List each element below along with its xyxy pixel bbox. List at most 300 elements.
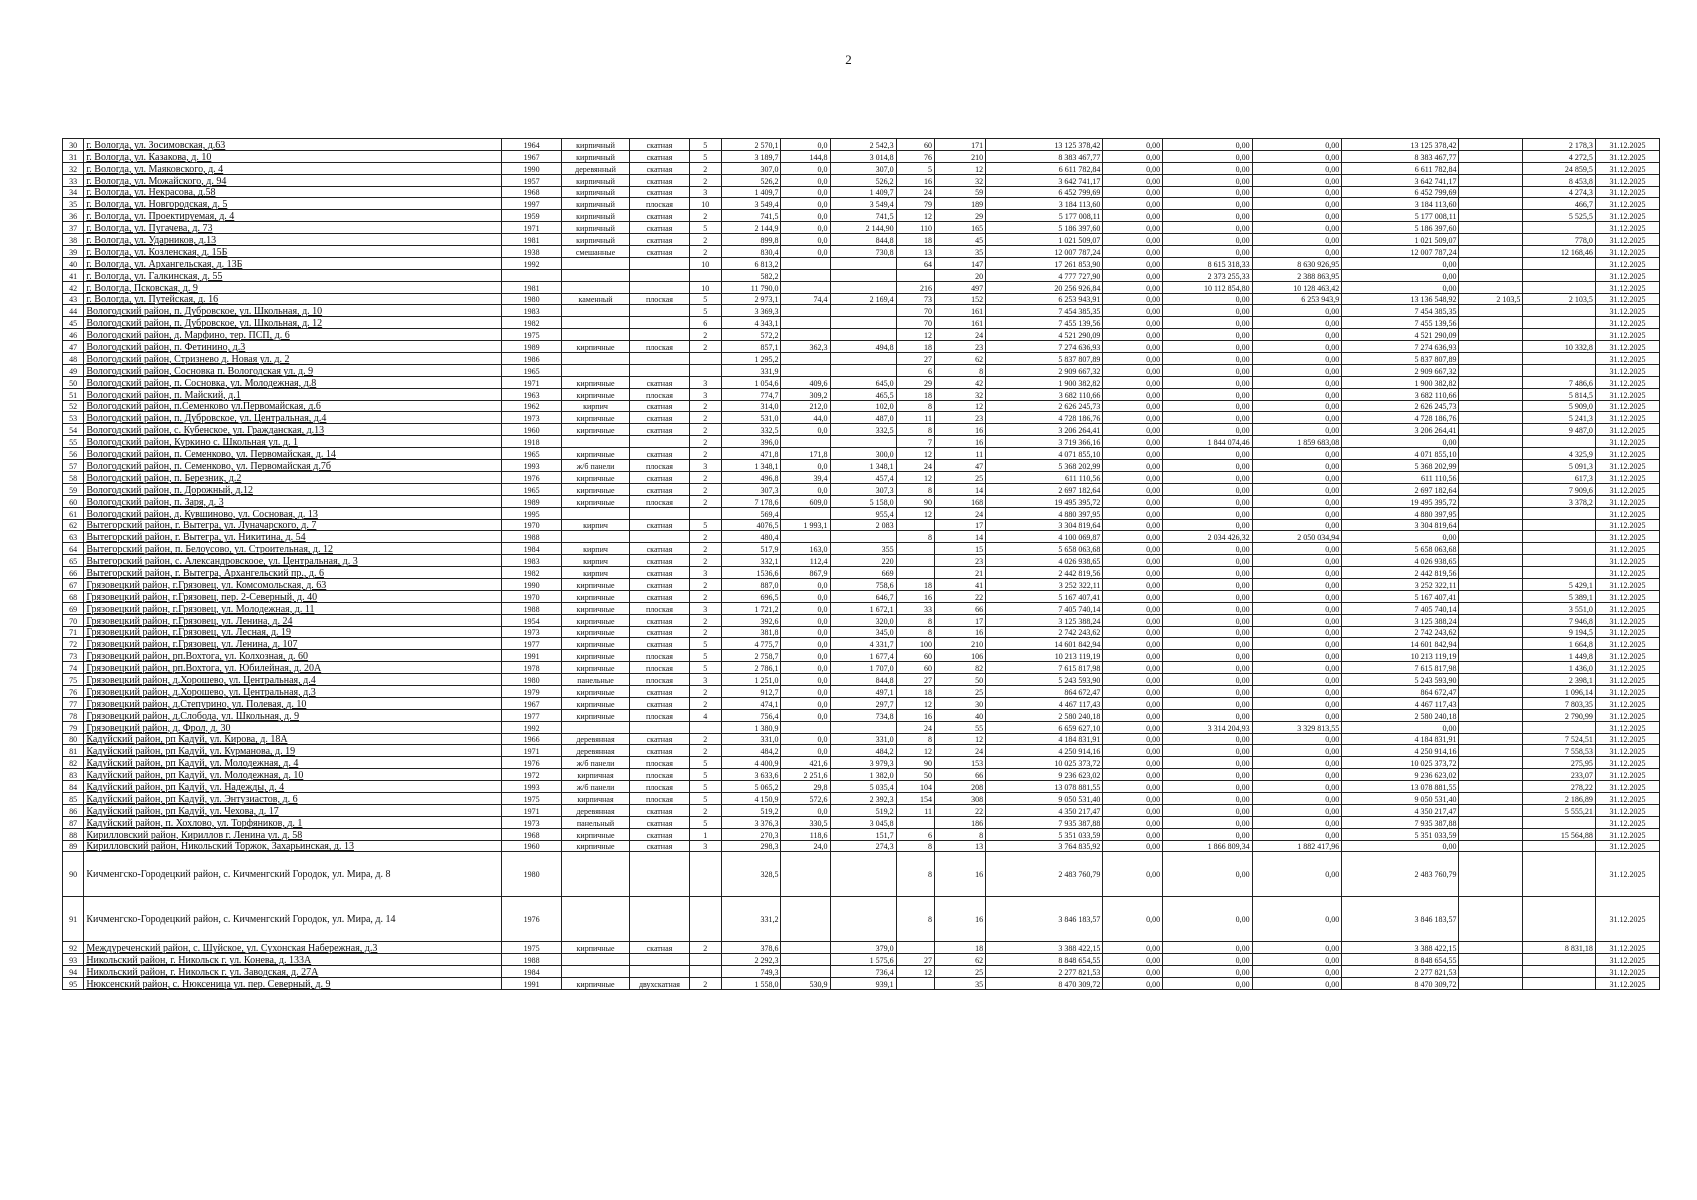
subsidy-regional: 0,00 bbox=[1252, 804, 1342, 816]
total-area: 3 549,4 bbox=[721, 198, 781, 210]
fund-fee: 0,00 bbox=[1103, 590, 1163, 602]
total-area: 331,0 bbox=[721, 733, 781, 745]
non-residential-area: 0,0 bbox=[781, 733, 830, 745]
total-area: 1 295,2 bbox=[721, 353, 781, 365]
floors: 10 bbox=[689, 198, 721, 210]
cost-per-sqm bbox=[1459, 828, 1523, 840]
owner-funds: 2 483 760,79 bbox=[1342, 852, 1459, 897]
fund-fee: 0,00 bbox=[1103, 543, 1163, 555]
residential-area bbox=[830, 305, 896, 317]
residents: 62 bbox=[934, 954, 985, 966]
wall-material: кирпичные bbox=[561, 942, 629, 954]
total-area: 298,3 bbox=[721, 840, 781, 852]
fund-fee: 0,00 bbox=[1103, 471, 1163, 483]
residents: 25 bbox=[934, 685, 985, 697]
cost-per-sqm-limit bbox=[1523, 852, 1595, 897]
deadline: 31.12.2025 bbox=[1595, 721, 1659, 733]
wall-material: ж/б панели bbox=[561, 757, 629, 769]
owner-funds: 13 078 881,55 bbox=[1342, 781, 1459, 793]
floors: 3 bbox=[689, 376, 721, 388]
total-area: 1 251,0 bbox=[721, 674, 781, 686]
cost-per-sqm bbox=[1459, 222, 1523, 234]
roof-type: скатная bbox=[630, 400, 690, 412]
fund-fee: 0,00 bbox=[1103, 341, 1163, 353]
residential-area: 274,3 bbox=[830, 840, 896, 852]
total-area: 4 775,7 bbox=[721, 638, 781, 650]
residential-area: 4 331,7 bbox=[830, 638, 896, 650]
fund-fee: 0,00 bbox=[1103, 650, 1163, 662]
total-cost: 4 350 217,47 bbox=[986, 804, 1103, 816]
apartments: 110 bbox=[896, 222, 934, 234]
table-row bbox=[63, 519, 1660, 531]
row-number: 93 bbox=[63, 954, 84, 966]
cost-per-sqm-limit bbox=[1523, 436, 1595, 448]
subsidy-federal: 0,00 bbox=[1163, 353, 1253, 365]
year-built: 1977 bbox=[502, 709, 562, 721]
subsidy-regional: 0,00 bbox=[1252, 757, 1342, 769]
residents: 106 bbox=[934, 650, 985, 662]
total-area: 332,5 bbox=[721, 424, 781, 436]
wall-material bbox=[561, 954, 629, 966]
non-residential-area: 39,4 bbox=[781, 471, 830, 483]
wall-material: кирпичные bbox=[561, 483, 629, 495]
roof-type bbox=[630, 281, 690, 293]
total-cost: 13 125 378,42 bbox=[986, 139, 1103, 151]
roof-type: скатная bbox=[630, 424, 690, 436]
roof-type bbox=[630, 507, 690, 519]
wall-material: кирпичные bbox=[561, 448, 629, 460]
deadline: 31.12.2025 bbox=[1595, 281, 1659, 293]
total-area: 314,0 bbox=[721, 400, 781, 412]
subsidy-federal: 3 314 204,93 bbox=[1163, 721, 1253, 733]
floors: 2 bbox=[689, 412, 721, 424]
table-row bbox=[63, 745, 1660, 757]
subsidy-regional: 0,00 bbox=[1252, 329, 1342, 341]
total-area: 332,1 bbox=[721, 555, 781, 567]
address: Вологодский район, п.Семенково ул.Первомайская, д.6 bbox=[84, 400, 502, 412]
address: Вытегорский район, г. Вытегра, Архангельский пр., д. 6 bbox=[84, 567, 502, 579]
wall-material: кирпичная bbox=[561, 792, 629, 804]
floors: 2 bbox=[689, 685, 721, 697]
table-row bbox=[63, 471, 1660, 483]
cost-per-sqm bbox=[1459, 674, 1523, 686]
row-number: 47 bbox=[63, 341, 84, 353]
residential-area: 307,0 bbox=[830, 162, 896, 174]
table-row bbox=[63, 816, 1660, 828]
address: Грязовецкий район, г.Грязовец, ул. Ленина, д. 107 bbox=[84, 638, 502, 650]
table-row bbox=[63, 150, 1660, 162]
address: Вытегорский район, г. Вытегра, ул. Никитина, д. 54 bbox=[84, 531, 502, 543]
non-residential-area: 24,0 bbox=[781, 840, 830, 852]
owner-funds: 8 470 309,72 bbox=[1342, 978, 1459, 990]
floors bbox=[689, 966, 721, 978]
year-built: 1971 bbox=[502, 376, 562, 388]
fund-fee: 0,00 bbox=[1103, 353, 1163, 365]
total-cost: 2 626 245,73 bbox=[986, 400, 1103, 412]
cost-per-sqm-limit: 10 332,8 bbox=[1523, 341, 1595, 353]
floors: 2 bbox=[689, 942, 721, 954]
cost-per-sqm bbox=[1459, 978, 1523, 990]
total-cost: 7 405 740,14 bbox=[986, 602, 1103, 614]
total-cost: 4 880 397,95 bbox=[986, 507, 1103, 519]
residents: 12 bbox=[934, 733, 985, 745]
deadline: 31.12.2025 bbox=[1595, 174, 1659, 186]
fund-fee: 0,00 bbox=[1103, 162, 1163, 174]
wall-material: деревянная bbox=[561, 745, 629, 757]
floors: 2 bbox=[689, 804, 721, 816]
fund-fee: 0,00 bbox=[1103, 424, 1163, 436]
deadline: 31.12.2025 bbox=[1595, 139, 1659, 151]
floors: 5 bbox=[689, 781, 721, 793]
year-built: 1989 bbox=[502, 341, 562, 353]
cost-per-sqm bbox=[1459, 341, 1523, 353]
apartments: 60 bbox=[896, 662, 934, 674]
table-row bbox=[63, 210, 1660, 222]
deadline: 31.12.2025 bbox=[1595, 978, 1659, 990]
owner-funds: 5 658 063,68 bbox=[1342, 543, 1459, 555]
wall-material bbox=[561, 353, 629, 365]
year-built: 1980 bbox=[502, 852, 562, 897]
non-residential-area: 112,4 bbox=[781, 555, 830, 567]
owner-funds: 3 252 322,11 bbox=[1342, 578, 1459, 590]
table-row bbox=[63, 198, 1660, 210]
row-number: 31 bbox=[63, 150, 84, 162]
total-cost: 6 611 782,84 bbox=[986, 162, 1103, 174]
cost-per-sqm bbox=[1459, 162, 1523, 174]
address: Вологодский район, п. Фетинино, д.3 bbox=[84, 341, 502, 353]
wall-material: кирпичный bbox=[561, 210, 629, 222]
total-cost: 4 026 938,65 bbox=[986, 555, 1103, 567]
fund-fee: 0,00 bbox=[1103, 942, 1163, 954]
fund-fee: 0,00 bbox=[1103, 376, 1163, 388]
non-residential-area bbox=[781, 436, 830, 448]
cost-per-sqm bbox=[1459, 495, 1523, 507]
roof-type: скатная bbox=[630, 376, 690, 388]
apartments: 11 bbox=[896, 804, 934, 816]
cost-per-sqm bbox=[1459, 709, 1523, 721]
cost-per-sqm bbox=[1459, 198, 1523, 210]
address: Вытегорский район, г. Вытегра, ул. Луначарского, д. 7 bbox=[84, 519, 502, 531]
deadline: 31.12.2025 bbox=[1595, 897, 1659, 942]
cost-per-sqm-limit: 275,95 bbox=[1523, 757, 1595, 769]
apartments: 8 bbox=[896, 531, 934, 543]
row-number: 78 bbox=[63, 709, 84, 721]
floors bbox=[689, 364, 721, 376]
total-cost: 9 050 531,40 bbox=[986, 792, 1103, 804]
deadline: 31.12.2025 bbox=[1595, 424, 1659, 436]
total-cost: 4 467 117,43 bbox=[986, 697, 1103, 709]
year-built: 1959 bbox=[502, 210, 562, 222]
total-area: 2 292,3 bbox=[721, 954, 781, 966]
year-built: 1976 bbox=[502, 897, 562, 942]
apartments: 79 bbox=[896, 198, 934, 210]
subsidy-federal: 0,00 bbox=[1163, 769, 1253, 781]
apartments: 76 bbox=[896, 150, 934, 162]
subsidy-federal: 0,00 bbox=[1163, 495, 1253, 507]
total-cost: 20 256 926,84 bbox=[986, 281, 1103, 293]
roof-type: скатная bbox=[630, 614, 690, 626]
row-number: 75 bbox=[63, 674, 84, 686]
fund-fee: 0,00 bbox=[1103, 897, 1163, 942]
address: Грязовецкий район, д. Фрол, д. 30 bbox=[84, 721, 502, 733]
total-cost: 5 243 593,90 bbox=[986, 674, 1103, 686]
residential-area: 297,7 bbox=[830, 697, 896, 709]
deadline: 31.12.2025 bbox=[1595, 507, 1659, 519]
floors: 3 bbox=[689, 186, 721, 198]
owner-funds: 4 350 217,47 bbox=[1342, 804, 1459, 816]
total-area: 2 786,1 bbox=[721, 662, 781, 674]
total-area: 471,8 bbox=[721, 448, 781, 460]
total-area: 7 178,6 bbox=[721, 495, 781, 507]
roof-type: плоская bbox=[630, 650, 690, 662]
subsidy-regional: 0,00 bbox=[1252, 543, 1342, 555]
subsidy-federal: 0,00 bbox=[1163, 198, 1253, 210]
total-cost: 9 236 623,02 bbox=[986, 769, 1103, 781]
table-row bbox=[63, 281, 1660, 293]
fund-fee: 0,00 bbox=[1103, 150, 1163, 162]
wall-material: кирпичные bbox=[561, 709, 629, 721]
residential-area bbox=[830, 281, 896, 293]
address: Грязовецкий район, д.Хорошево, ул. Центральная, д.4 bbox=[84, 674, 502, 686]
year-built: 1971 bbox=[502, 745, 562, 757]
row-number: 74 bbox=[63, 662, 84, 674]
cost-per-sqm bbox=[1459, 436, 1523, 448]
wall-material: кирпич bbox=[561, 567, 629, 579]
roof-type: скатная bbox=[630, 942, 690, 954]
owner-funds: 2 909 667,32 bbox=[1342, 364, 1459, 376]
owner-funds: 13 125 378,42 bbox=[1342, 139, 1459, 151]
row-number: 38 bbox=[63, 234, 84, 246]
floors: 3 bbox=[689, 567, 721, 579]
non-residential-area: 171,8 bbox=[781, 448, 830, 460]
wall-material: кирпичные bbox=[561, 376, 629, 388]
non-residential-area bbox=[781, 305, 830, 317]
cost-per-sqm bbox=[1459, 519, 1523, 531]
subsidy-federal: 0,00 bbox=[1163, 341, 1253, 353]
address: Вологодский район, п. Семенково, ул. Первомайская, д. 14 bbox=[84, 448, 502, 460]
non-residential-area: 867,9 bbox=[781, 567, 830, 579]
table-row bbox=[63, 246, 1660, 258]
floors: 2 bbox=[689, 614, 721, 626]
row-number: 69 bbox=[63, 602, 84, 614]
fund-fee: 0,00 bbox=[1103, 317, 1163, 329]
residential-area bbox=[830, 329, 896, 341]
owner-funds: 0,00 bbox=[1342, 436, 1459, 448]
floors: 2 bbox=[689, 448, 721, 460]
subsidy-federal: 0,00 bbox=[1163, 424, 1253, 436]
total-area: 474,1 bbox=[721, 697, 781, 709]
subsidy-federal: 0,00 bbox=[1163, 697, 1253, 709]
apartments: 73 bbox=[896, 293, 934, 305]
apartments: 8 bbox=[896, 483, 934, 495]
floors: 5 bbox=[689, 792, 721, 804]
table-row bbox=[63, 186, 1660, 198]
deadline: 31.12.2025 bbox=[1595, 210, 1659, 222]
wall-material: кирпичный bbox=[561, 234, 629, 246]
roof-type: скатная bbox=[630, 804, 690, 816]
fund-fee: 0,00 bbox=[1103, 269, 1163, 281]
wall-material bbox=[561, 305, 629, 317]
residents: 153 bbox=[934, 757, 985, 769]
total-area: 3 189,7 bbox=[721, 150, 781, 162]
roof-type: плоская bbox=[630, 709, 690, 721]
roof-type: плоская bbox=[630, 293, 690, 305]
owner-funds: 12 007 787,24 bbox=[1342, 246, 1459, 258]
deadline: 31.12.2025 bbox=[1595, 448, 1659, 460]
row-number: 92 bbox=[63, 942, 84, 954]
address: Вологодский район, п. Березник, д.2 bbox=[84, 471, 502, 483]
non-residential-area: 0,0 bbox=[781, 804, 830, 816]
floors: 5 bbox=[689, 139, 721, 151]
address: Вологодский район, п. Заря, д. 3 bbox=[84, 495, 502, 507]
table-row bbox=[63, 495, 1660, 507]
cost-per-sqm-limit bbox=[1523, 840, 1595, 852]
residents: 168 bbox=[934, 495, 985, 507]
table-row bbox=[63, 769, 1660, 781]
cost-per-sqm bbox=[1459, 697, 1523, 709]
non-residential-area: 572,6 bbox=[781, 792, 830, 804]
total-area: 1 409,7 bbox=[721, 186, 781, 198]
total-cost: 4 184 831,91 bbox=[986, 733, 1103, 745]
subsidy-regional: 0,00 bbox=[1252, 602, 1342, 614]
apartments bbox=[896, 816, 934, 828]
address: Вологодский район, Куркино с. Школьная ул. д. 1 bbox=[84, 436, 502, 448]
roof-type bbox=[630, 269, 690, 281]
residents: 497 bbox=[934, 281, 985, 293]
fund-fee: 0,00 bbox=[1103, 364, 1163, 376]
subsidy-federal: 0,00 bbox=[1163, 400, 1253, 412]
deadline: 31.12.2025 bbox=[1595, 578, 1659, 590]
fund-fee: 0,00 bbox=[1103, 567, 1163, 579]
cost-per-sqm-limit: 5 429,1 bbox=[1523, 578, 1595, 590]
subsidy-federal: 0,00 bbox=[1163, 293, 1253, 305]
address: г. Вологда, ул. Некрасова, д.58 bbox=[84, 186, 502, 198]
total-cost: 2 580 240,18 bbox=[986, 709, 1103, 721]
year-built: 1971 bbox=[502, 222, 562, 234]
owner-funds: 3 642 741,17 bbox=[1342, 174, 1459, 186]
residential-area: 2 392,3 bbox=[830, 792, 896, 804]
wall-material: кирпичный bbox=[561, 198, 629, 210]
fund-fee: 0,00 bbox=[1103, 329, 1163, 341]
table-row bbox=[63, 139, 1660, 151]
table-row bbox=[63, 412, 1660, 424]
residential-area: 379,0 bbox=[830, 942, 896, 954]
fund-fee: 0,00 bbox=[1103, 281, 1163, 293]
cost-per-sqm-limit: 8 831,18 bbox=[1523, 942, 1595, 954]
address: Кирилловский район, Никольский Торжок, Захарьинская, д. 13 bbox=[84, 840, 502, 852]
cost-per-sqm-limit bbox=[1523, 257, 1595, 269]
total-cost: 1 900 382,82 bbox=[986, 376, 1103, 388]
subsidy-regional: 0,00 bbox=[1252, 709, 1342, 721]
address: Кадуйский район, рп Кадуй, ул. Курманова, д. 19 bbox=[84, 745, 502, 757]
cost-per-sqm-limit bbox=[1523, 317, 1595, 329]
apartments bbox=[896, 978, 934, 990]
address: г. Вологда, ул. Казакова, д. 10 bbox=[84, 150, 502, 162]
owner-funds: 19 495 395,72 bbox=[1342, 495, 1459, 507]
total-cost: 10 213 119,19 bbox=[986, 650, 1103, 662]
floors: 2 bbox=[689, 483, 721, 495]
apartments: 12 bbox=[896, 966, 934, 978]
non-residential-area bbox=[781, 942, 830, 954]
owner-funds: 864 672,47 bbox=[1342, 685, 1459, 697]
subsidy-federal: 0,00 bbox=[1163, 543, 1253, 555]
address: Вологодский район, п. Дубровское, ул. Школьная, д. 10 bbox=[84, 305, 502, 317]
subsidy-regional: 0,00 bbox=[1252, 650, 1342, 662]
apartments bbox=[896, 567, 934, 579]
total-area: 1 558,0 bbox=[721, 978, 781, 990]
fund-fee: 0,00 bbox=[1103, 507, 1163, 519]
fund-fee: 0,00 bbox=[1103, 412, 1163, 424]
deadline: 31.12.2025 bbox=[1595, 412, 1659, 424]
wall-material bbox=[561, 329, 629, 341]
wall-material: кирпичный bbox=[561, 139, 629, 151]
roof-type: плоская bbox=[630, 769, 690, 781]
roof-type: плоская bbox=[630, 662, 690, 674]
deadline: 31.12.2025 bbox=[1595, 198, 1659, 210]
residential-area: 1 677,4 bbox=[830, 650, 896, 662]
non-residential-area: 0,0 bbox=[781, 578, 830, 590]
year-built: 1973 bbox=[502, 626, 562, 638]
cost-per-sqm bbox=[1459, 804, 1523, 816]
residential-area bbox=[830, 436, 896, 448]
floors: 2 bbox=[689, 436, 721, 448]
residents: 41 bbox=[934, 578, 985, 590]
row-number: 37 bbox=[63, 222, 84, 234]
subsidy-federal: 0,00 bbox=[1163, 966, 1253, 978]
wall-material bbox=[561, 721, 629, 733]
fund-fee: 0,00 bbox=[1103, 852, 1163, 897]
deadline: 31.12.2025 bbox=[1595, 471, 1659, 483]
cost-per-sqm bbox=[1459, 662, 1523, 674]
non-residential-area: 609,0 bbox=[781, 495, 830, 507]
subsidy-federal: 0,00 bbox=[1163, 978, 1253, 990]
total-cost: 5 351 033,59 bbox=[986, 828, 1103, 840]
total-cost: 8 848 654,55 bbox=[986, 954, 1103, 966]
residential-area bbox=[830, 531, 896, 543]
roof-type: скатная bbox=[630, 246, 690, 258]
table-row bbox=[63, 757, 1660, 769]
floors: 6 bbox=[689, 317, 721, 329]
row-number: 68 bbox=[63, 590, 84, 602]
year-built: 1992 bbox=[502, 721, 562, 733]
residential-area: 5 035,4 bbox=[830, 781, 896, 793]
residents: 8 bbox=[934, 828, 985, 840]
roof-type: плоская bbox=[630, 388, 690, 400]
address: Грязовецкий район, д.Степурино, ул. Полевая, д. 10 bbox=[84, 697, 502, 709]
deadline: 31.12.2025 bbox=[1595, 662, 1659, 674]
fund-fee: 0,00 bbox=[1103, 792, 1163, 804]
owner-funds: 2 742 243,62 bbox=[1342, 626, 1459, 638]
non-residential-area: 0,0 bbox=[781, 483, 830, 495]
residents: 210 bbox=[934, 638, 985, 650]
row-number: 90 bbox=[63, 852, 84, 897]
cost-per-sqm bbox=[1459, 578, 1523, 590]
wall-material: кирпич bbox=[561, 555, 629, 567]
deadline: 31.12.2025 bbox=[1595, 650, 1659, 662]
wall-material: кирпичные bbox=[561, 578, 629, 590]
owner-funds: 4 026 938,65 bbox=[1342, 555, 1459, 567]
apartments: 16 bbox=[896, 590, 934, 602]
roof-type: скатная bbox=[630, 745, 690, 757]
total-area: 774,7 bbox=[721, 388, 781, 400]
year-built: 1962 bbox=[502, 400, 562, 412]
cost-per-sqm bbox=[1459, 483, 1523, 495]
cost-per-sqm bbox=[1459, 966, 1523, 978]
residents: 20 bbox=[934, 269, 985, 281]
subsidy-federal: 2 034 426,32 bbox=[1163, 531, 1253, 543]
owner-funds: 10 025 373,72 bbox=[1342, 757, 1459, 769]
owner-funds: 5 177 008,11 bbox=[1342, 210, 1459, 222]
